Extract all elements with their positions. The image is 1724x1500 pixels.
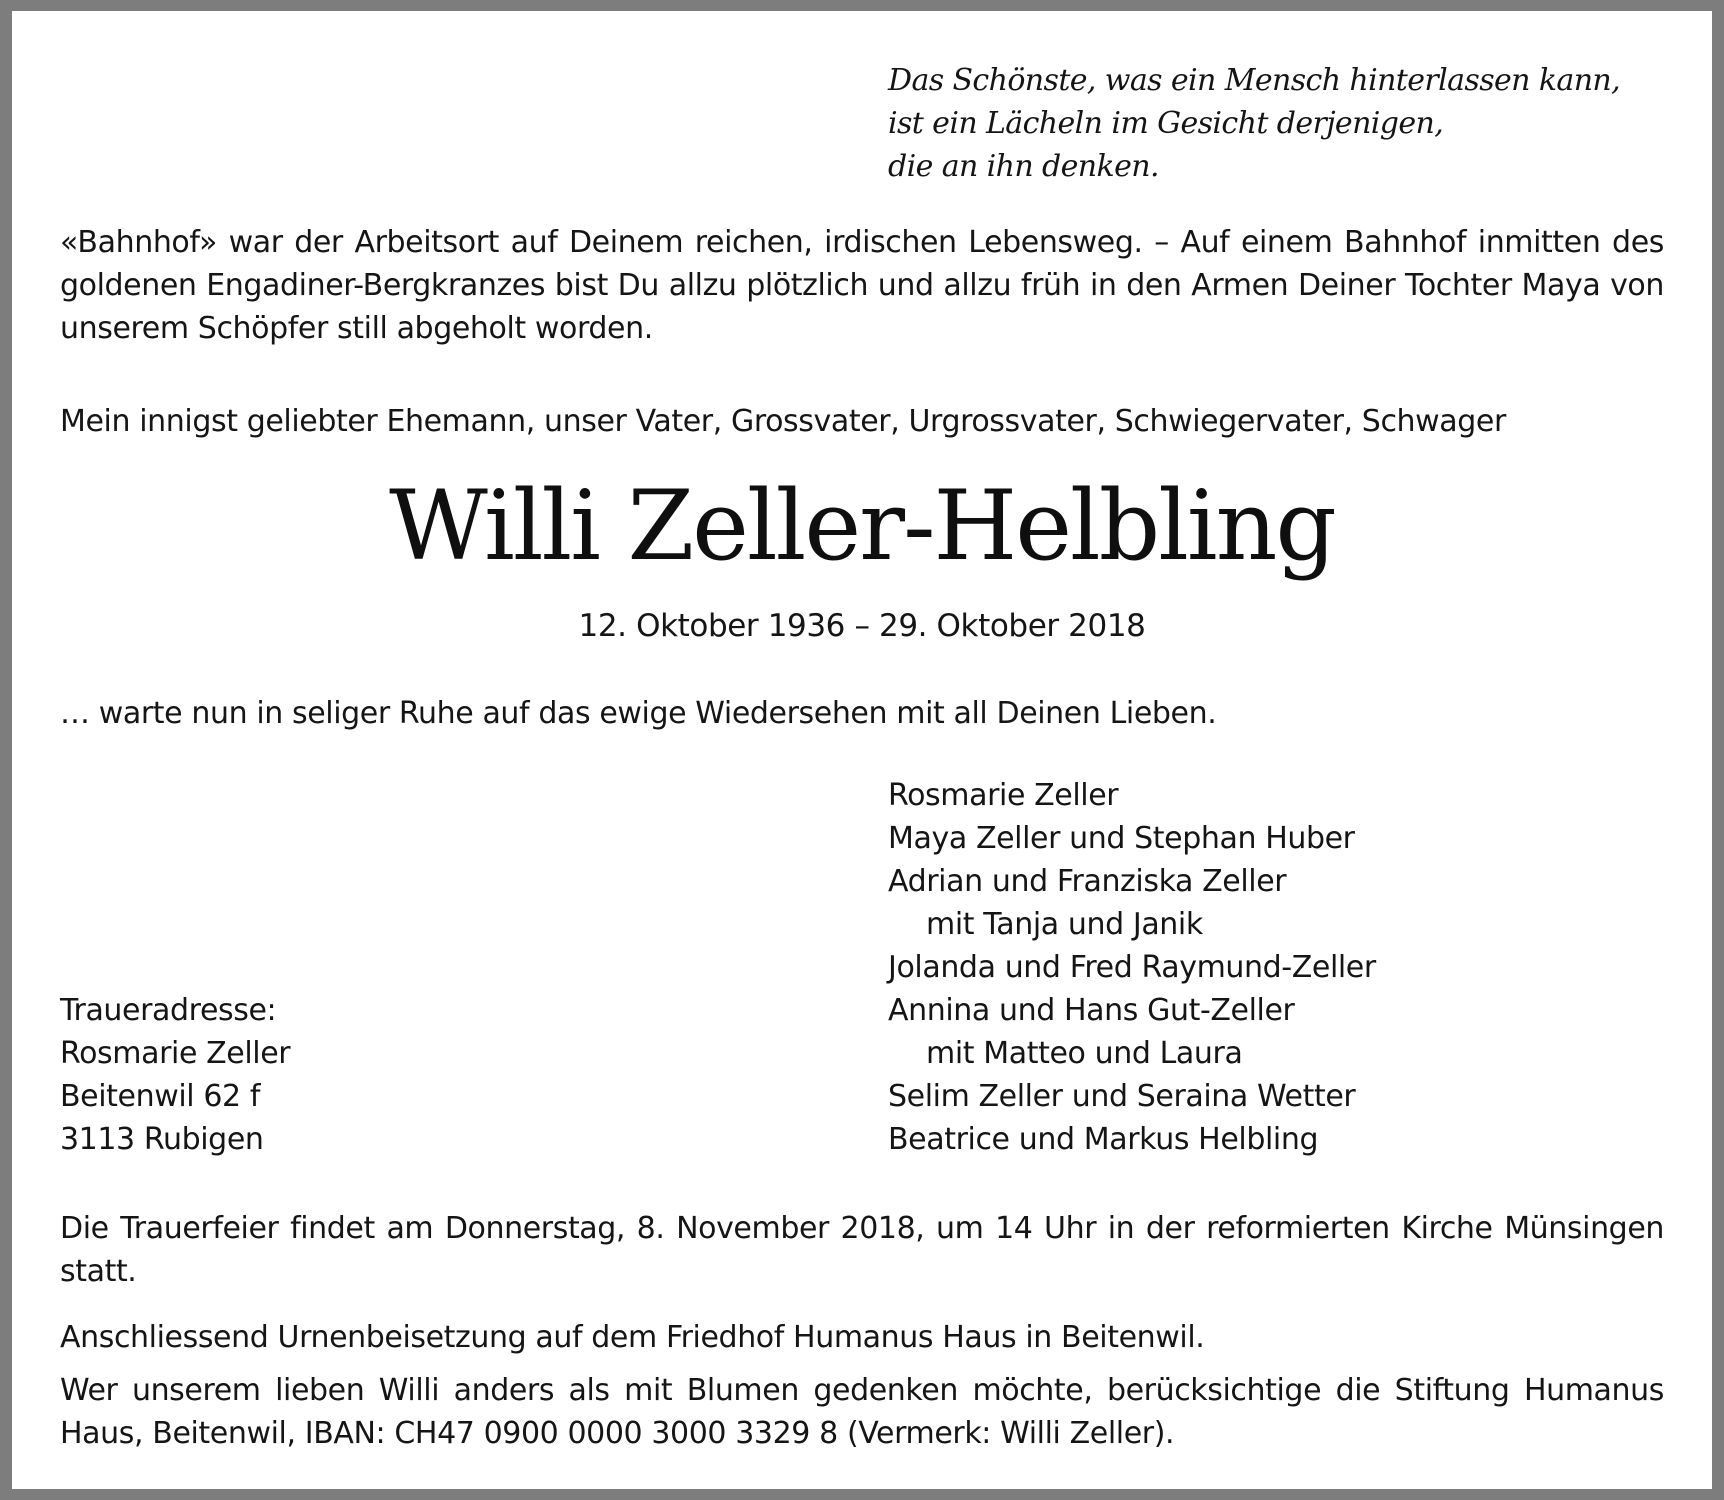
family-member: Selim Zeller und Seraina Wetter <box>888 1079 1356 1114</box>
quote-line: die an ihn denken. <box>888 149 1159 184</box>
family-member: Beatrice und Markus Helbling <box>888 1122 1319 1157</box>
farewell-line: … warte nun in seliger Ruhe auf das ewige Wiedersehen mit all Deinen Lieben. <box>60 696 1217 731</box>
deceased-name: Willi Zeller-Helbling <box>389 470 1335 582</box>
family-member-children: mit Matteo und Laura <box>926 1036 1243 1071</box>
address-street: Beitenwil 62 f <box>60 1079 261 1114</box>
obituary-notice <box>12 11 1712 1489</box>
family-member: Adrian und Franziska Zeller <box>888 864 1287 899</box>
family-member: Rosmarie Zeller <box>888 778 1119 813</box>
mourning-address <box>60 989 290 1161</box>
address-city: 3113 Rubigen <box>60 1122 264 1157</box>
family-member-children: mit Tanja und Janik <box>926 907 1203 942</box>
life-dates: 12. Oktober 1936 – 29. Oktober 2018 <box>578 608 1146 644</box>
donation-paragraph: Wer unserem lieben Willi anders als mit Blumen gedenken möchte, berücksichtige die Stiftung Humanus Haus, Beitenwil, IBAN: CH47 0900 0000 3000 3329 8 (Vermerk: Willi Zeller). <box>60 1373 1664 1451</box>
quote-line: ist ein Lächeln im Gesicht derjenigen, <box>888 106 1444 141</box>
family-member: Jolanda und Fred Raymund-Zeller <box>888 950 1376 985</box>
memorial-quote <box>888 59 1620 188</box>
relation-line: Mein innigst geliebter Ehemann, unser Vater, Grossvater, Urgrossvater, Schwiegervater, Schwager <box>60 404 1506 439</box>
intro-paragraph: «Bahnhof» war der Arbeitsort auf Deinem reichen, irdischen Lebensweg. – Auf einem Bahnhof inmitten des goldenen Engadiner-Bergkranzes bist Du allzu plötzlich und allzu früh in den Armen Deiner Tochter Maya von unserem Schöpfer still abgeholt worden. <box>60 225 1664 346</box>
quote-line: Das Schönste, was ein Mensch hinterlassen kann, <box>888 63 1621 98</box>
address-label: Traueradresse: <box>60 993 277 1028</box>
family-member: Maya Zeller und Stephan Huber <box>888 821 1355 856</box>
burial-line: Anschliessend Urnenbeisetzung auf dem Friedhof Humanus Haus in Beitenwil. <box>60 1320 1205 1355</box>
family-member: Annina und Hans Gut-Zeller <box>888 993 1295 1028</box>
family-list <box>888 774 1376 1161</box>
address-name: Rosmarie Zeller <box>60 1036 291 1071</box>
ceremony-paragraph: Die Trauerfeier findet am Donnerstag, 8. November 2018, um 14 Uhr in der reformierten Kirche Münsingen statt. <box>60 1211 1664 1289</box>
